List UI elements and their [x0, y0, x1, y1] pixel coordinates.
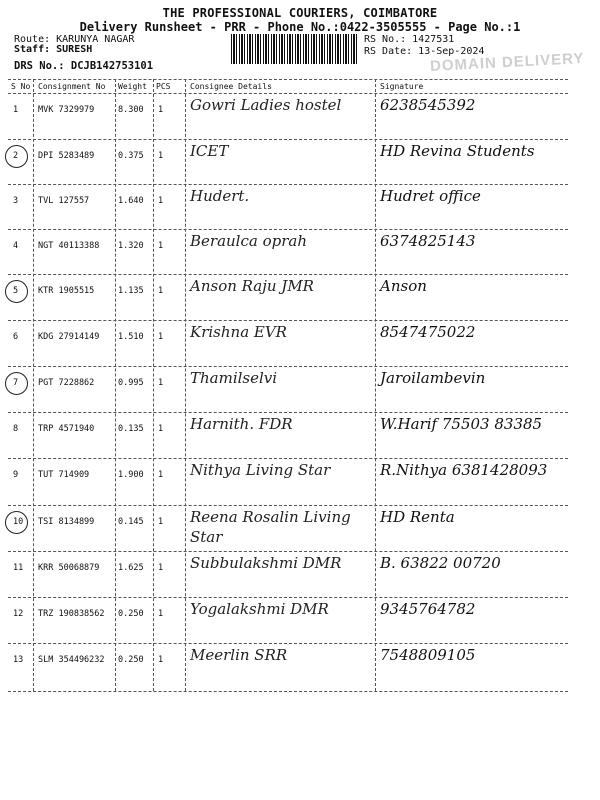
- sno-cell: 7: [13, 378, 19, 388]
- pcs-cell: 1: [158, 286, 164, 296]
- signature: 6238545392: [380, 96, 476, 114]
- col-header-weight: Weight: [118, 82, 147, 91]
- col-header-consignment: Consignment No: [38, 82, 106, 91]
- route-label: Route: KARUNYA NAGAR: [14, 34, 135, 45]
- sno-cell: 11: [13, 563, 24, 573]
- rs-date: RS Date: 13-Sep-2024: [364, 46, 485, 57]
- pcs-cell: 1: [158, 241, 164, 251]
- table-row: [0, 505, 600, 551]
- signature: 8547475022: [380, 323, 476, 341]
- weight-cell: 1.510: [118, 332, 144, 342]
- weight-cell: 8.300: [118, 105, 144, 115]
- weight-cell: 1.135: [118, 286, 144, 296]
- table-row: [0, 184, 600, 229]
- weight-cell: 0.250: [118, 609, 144, 619]
- sno-cell: 13: [13, 655, 24, 665]
- consignment-number: TVL 127557: [38, 196, 90, 206]
- sno-cell: 5: [13, 286, 19, 296]
- consignment-number: KTR 1905515: [38, 286, 95, 296]
- row-divider: [8, 691, 568, 692]
- consignee-details: ICET: [190, 142, 229, 160]
- table-row: [0, 320, 600, 366]
- weight-cell: 1.900: [118, 470, 144, 480]
- consignee-details: Thamilselvi: [190, 369, 278, 387]
- col-header-pcs: PCS: [156, 82, 171, 91]
- signature: HD Revina Students: [380, 142, 535, 160]
- signature: R.Nithya 6381428093: [380, 461, 548, 479]
- signature: Anson: [380, 277, 427, 295]
- weight-cell: 0.995: [118, 378, 144, 388]
- table-row: [0, 366, 600, 412]
- sno-cell: 8: [13, 424, 19, 434]
- table-row: [0, 93, 600, 139]
- sno-cell: 9: [13, 470, 19, 480]
- company-name: THE PROFESSIONAL COURIERS, COIMBATORE: [162, 6, 438, 20]
- sno-cell: 3: [13, 196, 19, 206]
- consignee-details: Beraulca oprah: [190, 232, 307, 250]
- consignment-number: NGT 40113388: [38, 241, 100, 251]
- pcs-cell: 1: [158, 609, 164, 619]
- weight-cell: 0.135: [118, 424, 144, 434]
- consignment-number: TRP 4571940: [38, 424, 95, 434]
- consignee-details: Yogalakshmi DMR: [190, 600, 329, 618]
- rs-number: RS No.: 1427531: [364, 34, 455, 45]
- pcs-cell: 1: [158, 196, 164, 206]
- col-header-signature: Signature: [380, 82, 424, 91]
- consignment-number: DPI 5283489: [38, 151, 95, 161]
- barcode: [231, 34, 359, 64]
- consignee-details: Meerlin SRR: [190, 646, 288, 664]
- staff-label: Staff: SURESH: [14, 44, 93, 55]
- weight-cell: 0.250: [118, 655, 144, 665]
- weight-cell: 0.375: [118, 151, 144, 161]
- consignee-details: Harnith. FDR: [190, 415, 293, 433]
- weight-cell: 1.320: [118, 241, 144, 251]
- weight-cell: 1.640: [118, 196, 144, 206]
- col-header-consignee: Consignee Details: [190, 82, 272, 91]
- table-row: [0, 551, 600, 597]
- table-row: [0, 643, 600, 691]
- pcs-cell: 1: [158, 517, 164, 527]
- pcs-cell: 1: [158, 655, 164, 665]
- pcs-cell: 1: [158, 378, 164, 388]
- table-row: [0, 458, 600, 505]
- consignment-number: SLM 354496232: [38, 655, 105, 665]
- sno-cell: 1: [13, 105, 19, 115]
- consignee-details: Gowri Ladies hostel: [190, 96, 342, 114]
- signature: B. 63822 00720: [380, 554, 501, 572]
- consignee-details: Hudert.: [190, 187, 250, 205]
- consignee-details: Nithya Living Star: [190, 461, 331, 479]
- consignee-details: Krishna EVR: [190, 323, 287, 341]
- weight-cell: 0.145: [118, 517, 144, 527]
- drs-number: DRS No.: DCJB142753101: [14, 60, 154, 72]
- table-row: [0, 597, 600, 643]
- table-row: [0, 139, 600, 184]
- consignment-number: TRZ 190838562: [38, 609, 105, 619]
- signature: Hudret office: [380, 187, 481, 205]
- table-row: [0, 274, 600, 320]
- table-top-border: [8, 79, 568, 80]
- sno-cell: 2: [13, 151, 19, 161]
- consignee-details: Reena Rosalin Living Star: [190, 508, 351, 546]
- consignment-number: MVK 7329979: [38, 105, 95, 115]
- consignment-number: PGT 7228862: [38, 378, 95, 388]
- weight-cell: 1.625: [118, 563, 144, 573]
- pcs-cell: 1: [158, 332, 164, 342]
- consignment-number: KDG 27914149: [38, 332, 100, 342]
- sno-cell: 4: [13, 241, 19, 251]
- signature: Jaroilambevin: [380, 369, 486, 387]
- signature: HD Renta: [380, 508, 455, 526]
- pcs-cell: 1: [158, 151, 164, 161]
- table-row: [0, 412, 600, 458]
- delivery-stamp: DOMAIN DELIVERY: [429, 49, 585, 76]
- pcs-cell: 1: [158, 470, 164, 480]
- signature: W.Harif 75503 83385: [380, 415, 543, 433]
- pcs-cell: 1: [158, 105, 164, 115]
- consignment-number: TSI 8134899: [38, 517, 95, 527]
- sno-cell: 6: [13, 332, 19, 342]
- consignee-details: Subbulakshmi DMR: [190, 554, 342, 572]
- pcs-cell: 1: [158, 424, 164, 434]
- sno-cell: 10: [13, 517, 24, 527]
- pcs-cell: 1: [158, 563, 164, 573]
- col-header-sno: S No: [11, 82, 31, 91]
- signature: 9345764782: [380, 600, 476, 618]
- table-row: [0, 229, 600, 274]
- runsheet-title: Delivery Runsheet - PRR - Phone No.:0422-3505555 - Page No.:1: [79, 20, 521, 34]
- consignment-number: KRR 50068879: [38, 563, 100, 573]
- consignment-number: TUT 714909: [38, 470, 90, 480]
- consignee-details: Anson Raju JMR: [190, 277, 314, 295]
- signature: 6374825143: [380, 232, 476, 250]
- sno-cell: 12: [13, 609, 24, 619]
- signature: 7548809105: [380, 646, 476, 664]
